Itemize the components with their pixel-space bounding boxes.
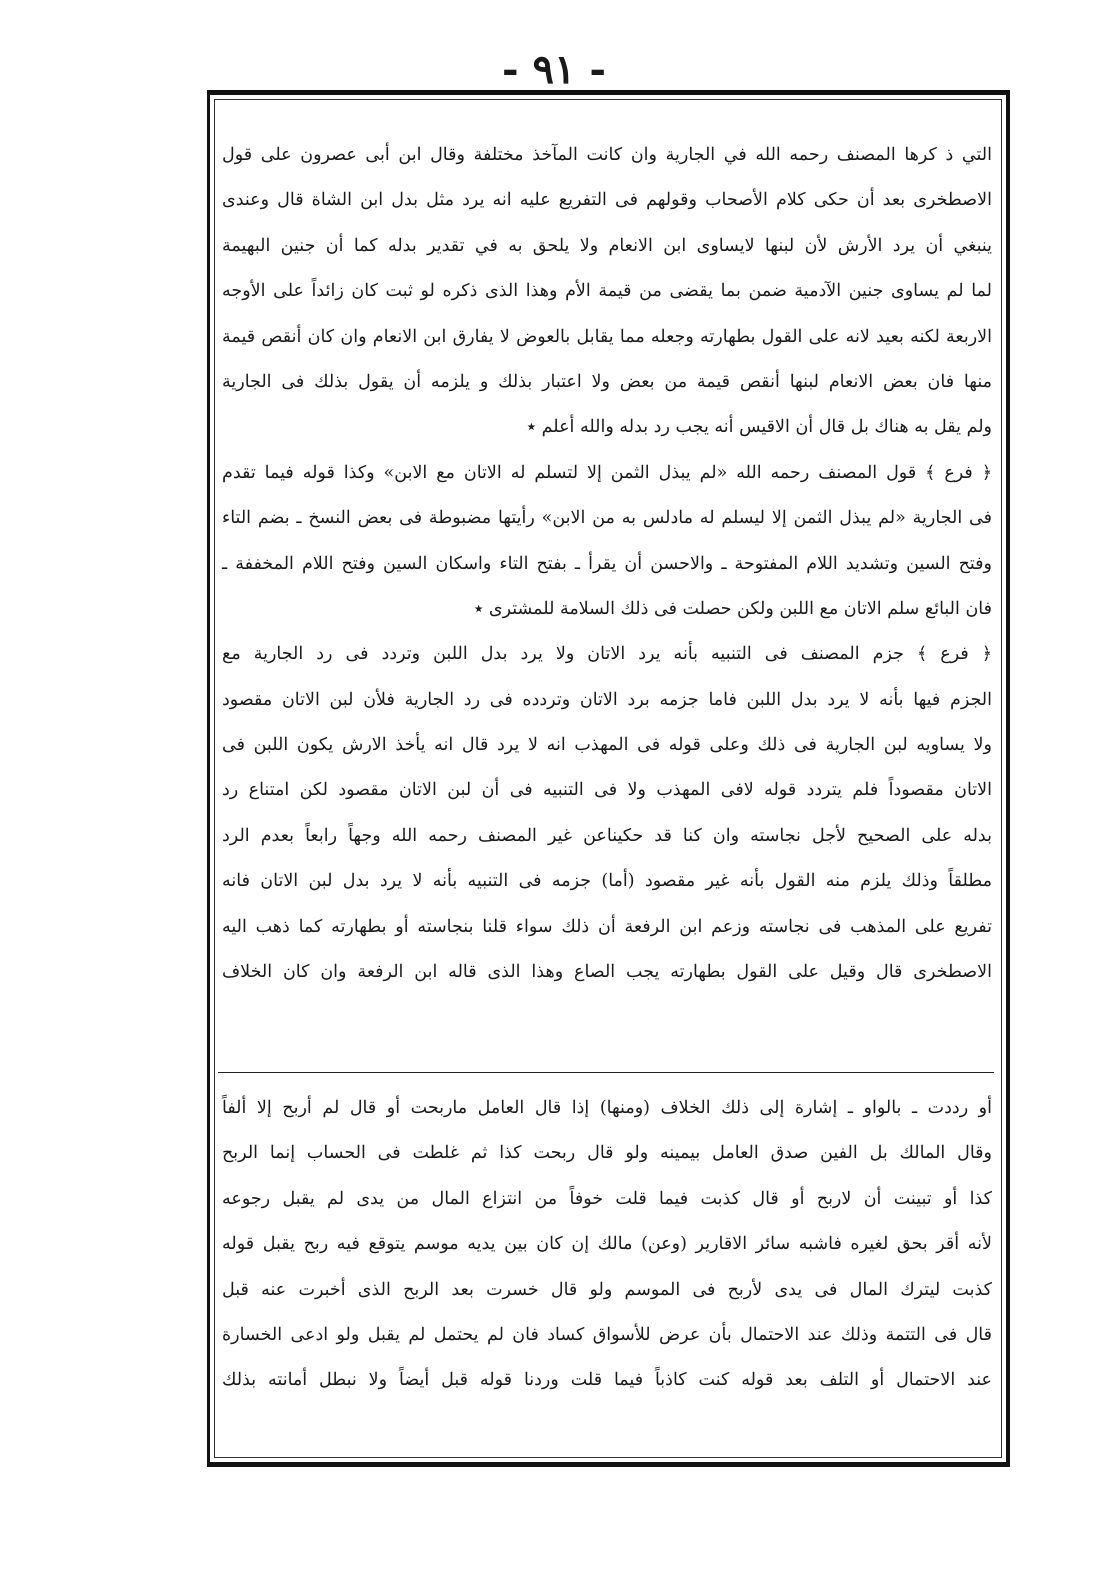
- main-line: ﴿ فرع ﴾ قول المصنف رحمه الله «لم يبذل الثمن إلا لتسلم له الاتان مع الابن» وكذا قوله فيما تقدم: [222, 462, 992, 483]
- main-line: منها فان بعض الانعام لبنها أنقص قيمة من بعض ولا اعتبار بذلك و يلزمه أن يقول بذلك فى الجارية: [222, 371, 992, 392]
- main-line: الجزم فيها بأنه لا يرد بدل اللبن فاما جزمه برد الاتان وتردده فى رد الجارية فلأن لبن الاتان مقصود: [222, 689, 992, 710]
- main-line: ﴿ فرع ﴾ جزم المصنف فى التنبيه بأنه يرد الاتان ولا يرد بدل اللبن وتردد فى رد الجارية مع: [222, 644, 992, 665]
- footnote-line: كذبت ليترك المال فى يدى لأربح فى الموسم ولو قال خسرت بعد الربح الذى أخبرت عنه قبل: [222, 1279, 992, 1300]
- footnote-line: كذا أو تبينت أن لاربح أو قال كذبت فيما قلت خوفاً من انتزاع المال من يدى لم يقبل رجوعه: [222, 1188, 992, 1209]
- main-line: فى الجارية «لم يبذل الثمن إلا ليسلم له مادلس به من الابن» رأيتها مضبوطة فى بعض النسخ ـ بضم التاء: [222, 508, 992, 529]
- footnote-line: قال فى التتمة وذلك عند الاحتمال بأن عرض للأسواق كساد فان لم يحتمل لم يقبل ولو ادعى الخسارة: [222, 1324, 992, 1345]
- footnote-text: [212, 1086, 1002, 1446]
- footnote-divider: [218, 1072, 994, 1073]
- main-line: ولم يقل به هناك بل قال أن الاقيس أنه يجب رد بدله والله أعلم ٭: [526, 417, 992, 438]
- footnote-line: وقال المالك بل الفين صدق العامل بيمينه ولو قال ربحت كذا ثم غلطت فى الحساب إنما الربح: [222, 1143, 992, 1164]
- footnote-line: عند الاحتمال أو التلف بعد قوله كنت كاذباً فيما قلت وردنا قوله قبل أيضاً ولا نبطل أمانته بذلك: [222, 1370, 992, 1391]
- main-line: مطلقاً وذلك يلزم منه القول بأنه غير مقصود (أما) جزمه فى التنبيه بأنه لا يرد بدل لبن الاتان فانه: [222, 871, 992, 892]
- footnote-line: أو رددت ـ بالواو ـ إشارة إلى ذلك الخلاف (ومنها) إذا قال العامل ماربحت أو قال لم أربح إلا ألفاً: [222, 1098, 992, 1118]
- footnote-line: لأنه أقر بحق لغيره فاشبه سائر الاقارير (وعن) مالك إن كان بين يديه موسم يتوقع فيه ربح يقبل قوله: [222, 1234, 992, 1255]
- main-line: الاصطخرى قال وقيل على القول بطهارته يجب الصاع وهذا الذى قاله ابن الرفعة وان كان الخلاف: [222, 962, 992, 983]
- main-line: ولا يساويه لبن الجارية فى ذلك وعلى قوله فى المهذب انه لا يرد قال انه يأخذ الارش يكون اللبن فى: [222, 735, 992, 756]
- page-number: - ٩١ -: [501, 46, 607, 93]
- main-line: الاتان مقصوداً فلم يتردد قوله لافى المهذب ولا فى التنبيه فى أن لبن الاتان مقصود لكن امتناع رد: [222, 780, 992, 801]
- main-line: الاصطخرى بعد أن حكى كلام الأصحاب وقولهم فى التفريع عليه انه يرد مثل بدل ابن الشاة قال وعندى: [222, 190, 992, 211]
- main-line: وفتح السين وتشديد اللام المفتوحة ـ والاحسن أن يقرأ ـ بفتح التاء واسكان السين وفتح اللام المخففة ـ: [222, 553, 992, 574]
- main-line: فان البائع سلم الاتان مع اللبن ولكن حصلت فى ذلك السلامة للمشترى ٭: [473, 598, 992, 619]
- main-line: ينبغي أن يرد الأرش لأن لبنها لايساوى ابن الانعام ولا يلحق به في تقدير بدله كما أن جنين البهيمة: [222, 235, 992, 256]
- main-line: تفريع على المذهب فى نجاسته وزعم ابن الرفعة أن ذلك سواء قلنا بنجاسته أو بطهارته كما ذهب اليه: [222, 916, 992, 937]
- main-line: لما لم يساوى جنين الآدمية ضمن بما يقضى من قيمة الأم وهذا الذى ذكره لو ثبت كان زائداً على الأوجه: [222, 281, 992, 302]
- main-text: [212, 133, 1002, 1071]
- main-line: الاربعة لكنه بعيد لانه على القول بطهارته وجعله مما يقابل بالعوض لا يفارق ابن الانعام وان كان أنقص قيمة: [222, 326, 992, 347]
- main-line: التي ذ كرها المصنف رحمه الله في الجارية وان كانت المآخذ مختلفة وقال ابن أبى عصرون على قول: [222, 145, 992, 165]
- main-line: بدله على الصحيح لأجل نجاسته وان كنا قد حكيناعن غير المصنف رحمه الله وجهاً رابعاً بعدم الرد: [222, 825, 992, 846]
